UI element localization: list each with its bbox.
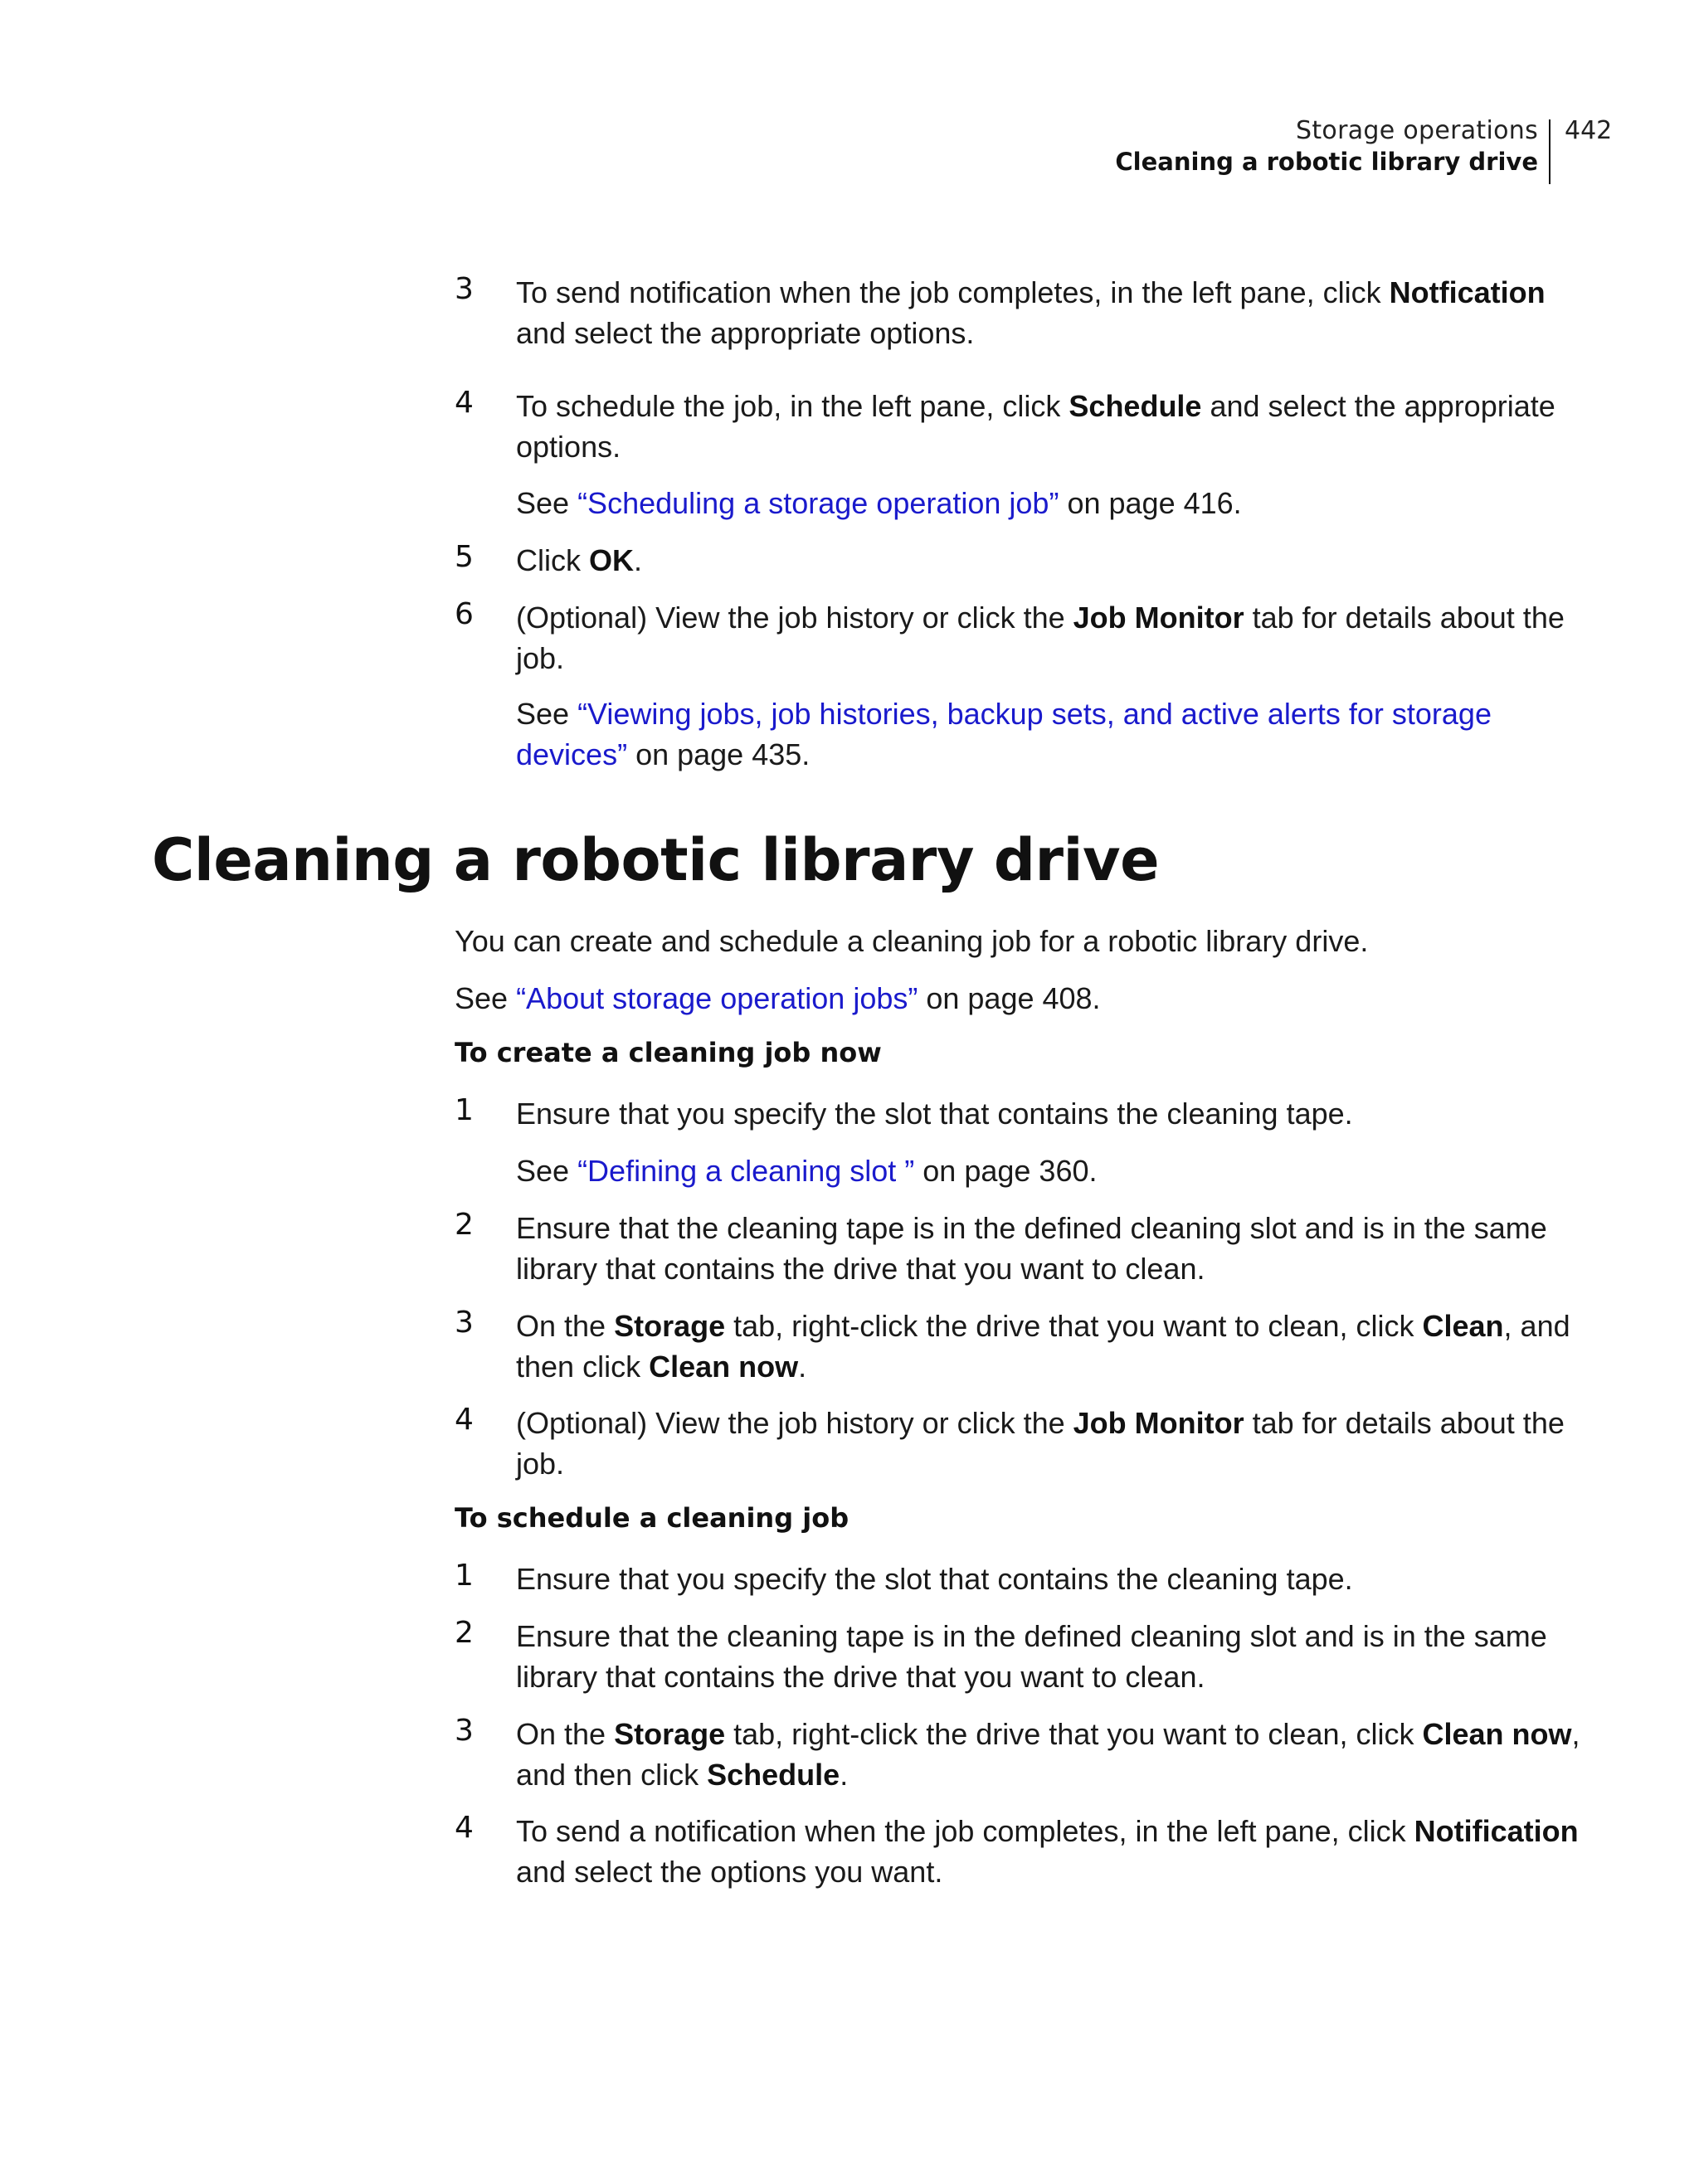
cross-reference-link[interactable]: “Scheduling a storage operation job” — [577, 486, 1059, 520]
procedure-title: To schedule a cleaning job — [455, 1502, 850, 1534]
see-reference: See “Scheduling a storage operation job” on page 416. — [516, 486, 1242, 520]
header-section-title: Storage operations — [1296, 116, 1538, 145]
step-text: (Optional) View the job history or click the Job Monitor tab for details about the job. — [516, 601, 1565, 675]
step-text: Ensure that you specify the slot that contains the cleaning tape. — [516, 1562, 1353, 1596]
cross-reference-link[interactable]: “Defining a cleaning slot ” — [577, 1154, 915, 1188]
step-text: To send a notification when the job completes, in the left pane, click Notification and select the options you want. — [516, 1814, 1579, 1889]
step-text: Ensure that the cleaning tape is in the defined cleaning slot and is in the same library that contains the drive that you want to clean. — [516, 1211, 1547, 1286]
step-text: To schedule the job, in the left pane, click Schedule and select the appropriate options. — [516, 389, 1555, 464]
step-number: 4 — [455, 1811, 474, 1845]
step-number: 4 — [455, 386, 474, 420]
step-text: To send notification when the job completes, in the left pane, click Notfication and select the appropriate options. — [516, 275, 1546, 350]
running-header — [957, 116, 1538, 178]
step-text: (Optional) View the job history or click the Job Monitor tab for details about the job. — [516, 1406, 1565, 1481]
step-text: On the Storage tab, right-click the drive that you want to clean, click Clean, and then click Clean now. — [516, 1309, 1570, 1384]
step-number: 1 — [455, 1093, 474, 1127]
step-number: 5 — [455, 540, 474, 574]
step-number: 6 — [455, 597, 474, 631]
cross-reference-link[interactable]: “Viewing jobs, job histories, backup sets, and active alerts for storage devices” — [516, 697, 1492, 771]
step-text: Click OK. — [516, 543, 643, 577]
step-number: 2 — [455, 1616, 474, 1650]
step-text: Ensure that you specify the slot that contains the cleaning tape. — [516, 1097, 1353, 1131]
see-reference: See “About storage operation jobs” on page 408. — [455, 981, 1101, 1015]
see-reference: See “Defining a cleaning slot ” on page 360. — [516, 1154, 1098, 1188]
page-number: 442 — [1565, 116, 1613, 145]
cross-reference-link[interactable]: “About storage operation jobs” — [516, 981, 918, 1015]
header-divider — [1549, 119, 1551, 184]
step-number: 4 — [455, 1403, 474, 1437]
section-heading: Cleaning a robotic library drive — [152, 826, 1160, 894]
step-number: 2 — [455, 1208, 474, 1242]
step-number: 1 — [455, 1559, 474, 1593]
step-number: 3 — [455, 1306, 474, 1340]
section-intro: You can create and schedule a cleaning job for a robotic library drive. — [455, 924, 1369, 958]
header-subsection-title: Cleaning a robotic library drive — [1115, 148, 1538, 176]
see-reference: See “Viewing jobs, job histories, backup sets, and active alerts for storage devices” on page 435. — [516, 697, 1492, 771]
step-number: 3 — [455, 1714, 474, 1748]
step-text: On the Storage tab, right-click the drive that you want to clean, click Clean now, and then click Schedule. — [516, 1717, 1580, 1792]
step-number: 3 — [455, 272, 474, 306]
procedure-title: To create a cleaning job now — [455, 1037, 882, 1068]
step-text: Ensure that the cleaning tape is in the defined cleaning slot and is in the same library that contains the drive that you want to clean. — [516, 1619, 1547, 1694]
